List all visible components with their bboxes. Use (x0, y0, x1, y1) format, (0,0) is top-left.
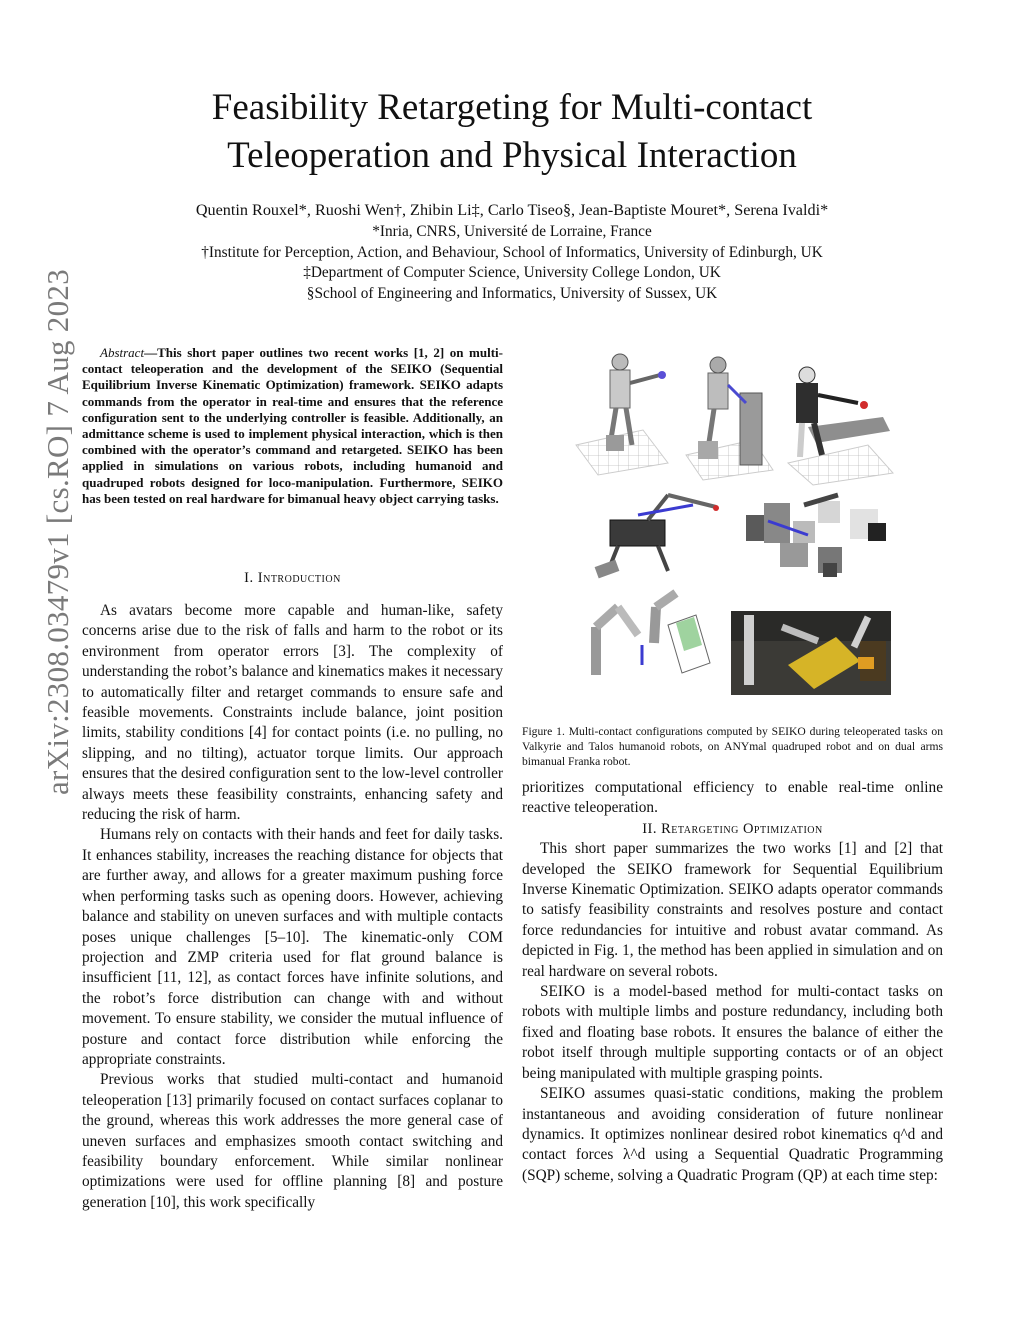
affiliation: *Inria, CNRS, Université de Lorraine, France (372, 223, 652, 240)
section-heading-retargeting (522, 819, 943, 839)
author-list: Quentin Rouxel*, Ruoshi Wen†, Zhibin Li‡, Carlo Tiseo§, Jean-Baptiste Mouret*, Serena Ivaldi* (195, 201, 829, 219)
figure-1-caption: Figure 1. Multi-contact configurations computed by SEIKO during teleoperated tasks on Valkyrie and Talos humanoid robots, on ANYmal quadruped robot and on dual arms bimanual Franka robot. (522, 725, 943, 768)
section-heading-introduction (82, 570, 503, 587)
abstract: Abstract—This short paper outlines two recent works [1, 2] on multi-contact teleoperation and the development of the SEIKO (Sequential Equilibrium Inverse Kinematic Optimization) framework. SEIKO adapts commands from the operator in real-time and ensures that the reference configuration sent to the underlying controller is feasible. Additionally, an admittance scheme is used to implement physical interaction, which is then combined with the operator’s command and retargeted. SEIKO has been applied in simulations on various robots, including humanoid and quadruped robots designed for loco-manipulation. Furthermore, SEIKO has been tested on real hardware for bimanual heavy object carrying tasks. (82, 345, 503, 506)
figure-1 (568, 345, 898, 700)
title-line-2: Teleoperation and Physical Interaction (227, 135, 797, 176)
abstract-label: Abstract (100, 345, 145, 360)
left-column-body (82, 601, 503, 1213)
franka-hardware-photo (731, 611, 891, 695)
retargeting-paragraph-3: SEIKO assumes quasi-static conditions, making the problem instantaneous and avoiding consideration of future nonlinear dynamics. It optimizes nonlinear desired robot kinematics q^d and contact forces λ^d using a Sequential Quadratic Programming (SQP) scheme, solving a Quadratic Program (QP) at each time step: (522, 1085, 943, 1184)
abstract-text: This short paper outlines two recent works [1, 2] on multi-contact teleoperation and the development of the SEIKO (Sequential Equilibrium Inverse Kinematic Optimization) framework. SEIKO adapts commands from the operator in real-time and ensures that the reference configuration sent to the underlying controller is feasible. Additionally, an admittance scheme is used to implement physical interaction, which is then combined with the operator’s command and retargeted. SEIKO has been applied in simulations on various robots, including humanoid and quadruped robots designed for loco-manipulation. Furthermore, SEIKO has been tested on real hardware for bimanual heavy object carrying tasks. (82, 345, 503, 506)
affiliation: §School of Engineering and Informatics, University of Sussex, UK (306, 284, 718, 302)
paper-title (100, 84, 924, 180)
retargeting-paragraph-1: This short paper summarizes the two works [1] and [2] that developed the SEIKO framework for Sequential Equilibrium Inverse Kinematic Optimization. SEIKO adapts operator commands to satisfy feasibility constraints and resolves posture and contact force redundancies for intuitive and robust avatar command. As depicted in Fig. 1, the method has been applied in simulation and on real hardware on several robots. (522, 840, 943, 980)
title-line-1: Feasibility Retargeting for Multi-contact (211, 87, 813, 128)
section-title: Introduction (257, 570, 341, 586)
valkyrie-scene-1 (576, 354, 668, 475)
intro-paragraph-1: As avatars become more capable and human-like, safety concerns arise due to the risk of falls and harm to the robot or its environment from operator errors [3]. The complexity of understanding the robot’s balance and kinematics makes it necessary to automatically filter and retarget commands to ensure safe and feasible movements. Constraints include balance, joint position limits, stability conditions [4] for contact points (i.e. no pulling, no slipping, and no tilting), actuator torque limits. Our approach ensures that the desired configuration sent to the low-level controller always meets these feasibility constraints, enhancing safety and reducing the risk of harm. (82, 602, 503, 824)
valkyrie-scene-2 (686, 357, 773, 480)
talos-scene (788, 367, 893, 485)
section-number: I. (244, 570, 254, 586)
arxiv-identifier: arXiv:2308.03479v1 [cs.RO] 7 Aug 2023 (40, 268, 75, 795)
affiliation: ‡Department of Computer Science, University College London, UK (303, 264, 721, 281)
intro-paragraph-3: Previous works that studied multi-contact and humanoid teleoperation [13] primarily focused on contact surfaces coplanar to the ground, whereas this work addresses the more general case of uneven surfaces and emphasizes smooth contact switching and feasibility boundary enforcement. While similar nonlinear optimizations were used for offline planning [8] and posture generation [10], this work specifically (82, 1071, 503, 1211)
author-block (100, 200, 924, 304)
retargeting-paragraph-2: SEIKO is a model-based method for multi-contact tasks on robots with multiple limbs and posture redundancy, including both fixed and floating base robots. It ensures the balance of either the robot itself through multiple supporting contacts or of an object being manipulated with multiple grasping points. (522, 983, 943, 1082)
affiliation: †Institute for Perception, Action, and Behaviour, School of Informatics, University of Edinburgh, UK (201, 243, 823, 261)
anymal-scene (595, 495, 719, 578)
section-number: II. (642, 820, 658, 837)
figure-1-robot-collage (568, 345, 898, 700)
right-column-body (522, 778, 943, 1186)
intro-paragraph-2: Humans rely on contacts with their hands and feet for daily tasks. It enhances stability, increases the reaching distance for objects that are further away, and allows for a greater maximum pushing force when performing tasks such as opening doors. However, achieving balance and stability on uneven surfaces and with multiple contacts poses unique challenges [5–10]. The kinematic-only COM projection and ZMP criteria used for flat ground balance is insufficient [11, 12], as contact forces have infinite solutions, and the robot’s force distribution can change with and without movement. To ensure stability, we consider the mutual influence of posture and contact force distribution while enforcing the appropriate constraints. (82, 826, 503, 1068)
continued-paragraph: prioritizes computational efficiency to enable real-time online reactive teleoperation. (522, 779, 943, 817)
franka-sim-scene (596, 593, 710, 675)
section-title: Retargeting Optimization (661, 820, 823, 837)
cubes-scene (746, 495, 886, 577)
